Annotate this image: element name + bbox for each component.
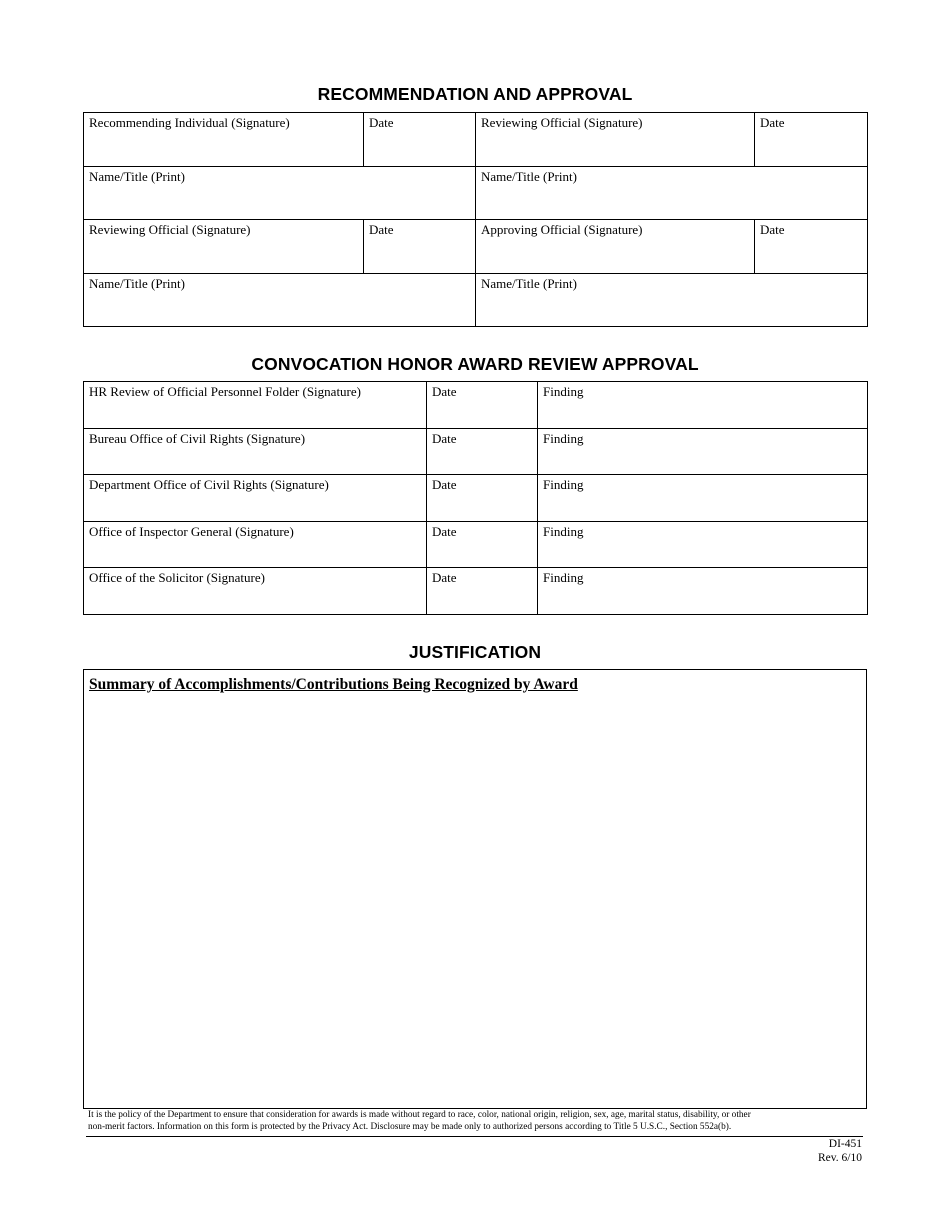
- inspector-general-finding-field[interactable]: Finding: [538, 521, 868, 568]
- table-row: [84, 521, 868, 568]
- form-number: DI-451: [828, 1138, 862, 1150]
- footer-divider: [86, 1136, 863, 1137]
- second-reviewing-official-date-field[interactable]: Date: [364, 220, 476, 274]
- recommendation-table: [83, 112, 868, 327]
- approving-official-date-field[interactable]: Date: [755, 220, 868, 274]
- form-revision: Rev. 6/10: [818, 1152, 862, 1164]
- solicitor-finding-field[interactable]: Finding: [538, 568, 868, 615]
- approving-official-name-field[interactable]: Name/Title (Print): [476, 273, 868, 327]
- bureau-civil-rights-signature-field[interactable]: Bureau Office of Civil Rights (Signature): [84, 428, 427, 475]
- table-row: [84, 382, 868, 429]
- department-civil-rights-date-field[interactable]: Date: [427, 475, 538, 522]
- table-row: [84, 475, 868, 522]
- department-civil-rights-signature-field[interactable]: Department Office of Civil Rights (Signature): [84, 475, 427, 522]
- second-reviewing-official-signature-field[interactable]: Reviewing Official (Signature): [84, 220, 364, 274]
- table-row: [84, 166, 868, 220]
- policy-line-2: non-merit factors. Information on this form is protected by the Privacy Act. Disclosure may be made only to authorized persons according to Title 5 U.S.C., Section 552a(b).: [88, 1122, 732, 1132]
- hr-review-date-field[interactable]: Date: [427, 382, 538, 429]
- justification-title: JUSTIFICATION: [408, 642, 542, 662]
- recommending-individual-signature-field[interactable]: Recommending Individual (Signature): [84, 113, 364, 167]
- reviewing-official-date-field[interactable]: Date: [755, 113, 868, 167]
- inspector-general-signature-field[interactable]: Office of Inspector General (Signature): [84, 521, 427, 568]
- table-row: [84, 113, 868, 167]
- review-title: CONVOCATION HONOR AWARD REVIEW APPROVAL: [251, 354, 699, 374]
- review-table: [83, 381, 868, 615]
- inspector-general-date-field[interactable]: Date: [427, 521, 538, 568]
- solicitor-date-field[interactable]: Date: [427, 568, 538, 615]
- privacy-policy-statement: [88, 1109, 863, 1133]
- table-row: [84, 568, 868, 615]
- table-row: [84, 428, 868, 475]
- justification-text-area[interactable]: [83, 669, 867, 1109]
- table-row: [84, 220, 868, 274]
- reviewing-official-signature-field[interactable]: Reviewing Official (Signature): [476, 113, 755, 167]
- bureau-civil-rights-finding-field[interactable]: Finding: [538, 428, 868, 475]
- bureau-civil-rights-date-field[interactable]: Date: [427, 428, 538, 475]
- recommending-individual-name-field[interactable]: Name/Title (Print): [84, 166, 476, 220]
- approving-official-signature-field[interactable]: Approving Official (Signature): [476, 220, 755, 274]
- hr-review-signature-field[interactable]: HR Review of Official Personnel Folder (Signature): [84, 382, 427, 429]
- department-civil-rights-finding-field[interactable]: Finding: [538, 475, 868, 522]
- justification-summary-label: Summary of Accomplishments/Contributions Being Recognized by Award: [89, 676, 578, 693]
- second-reviewing-official-name-field[interactable]: Name/Title (Print): [84, 273, 476, 327]
- hr-review-finding-field[interactable]: Finding: [538, 382, 868, 429]
- recommending-individual-date-field[interactable]: Date: [364, 113, 476, 167]
- form-identifier: [818, 1137, 862, 1165]
- policy-line-1: It is the policy of the Department to ensure that consideration for awards is made without regard to race, color, national origin, religion, sex, age, marital status, disability, or other: [88, 1110, 751, 1120]
- table-row: [84, 273, 868, 327]
- reviewing-official-name-field[interactable]: Name/Title (Print): [476, 166, 868, 220]
- recommendation-title: RECOMMENDATION AND APPROVAL: [317, 84, 633, 104]
- solicitor-signature-field[interactable]: Office of the Solicitor (Signature): [84, 568, 427, 615]
